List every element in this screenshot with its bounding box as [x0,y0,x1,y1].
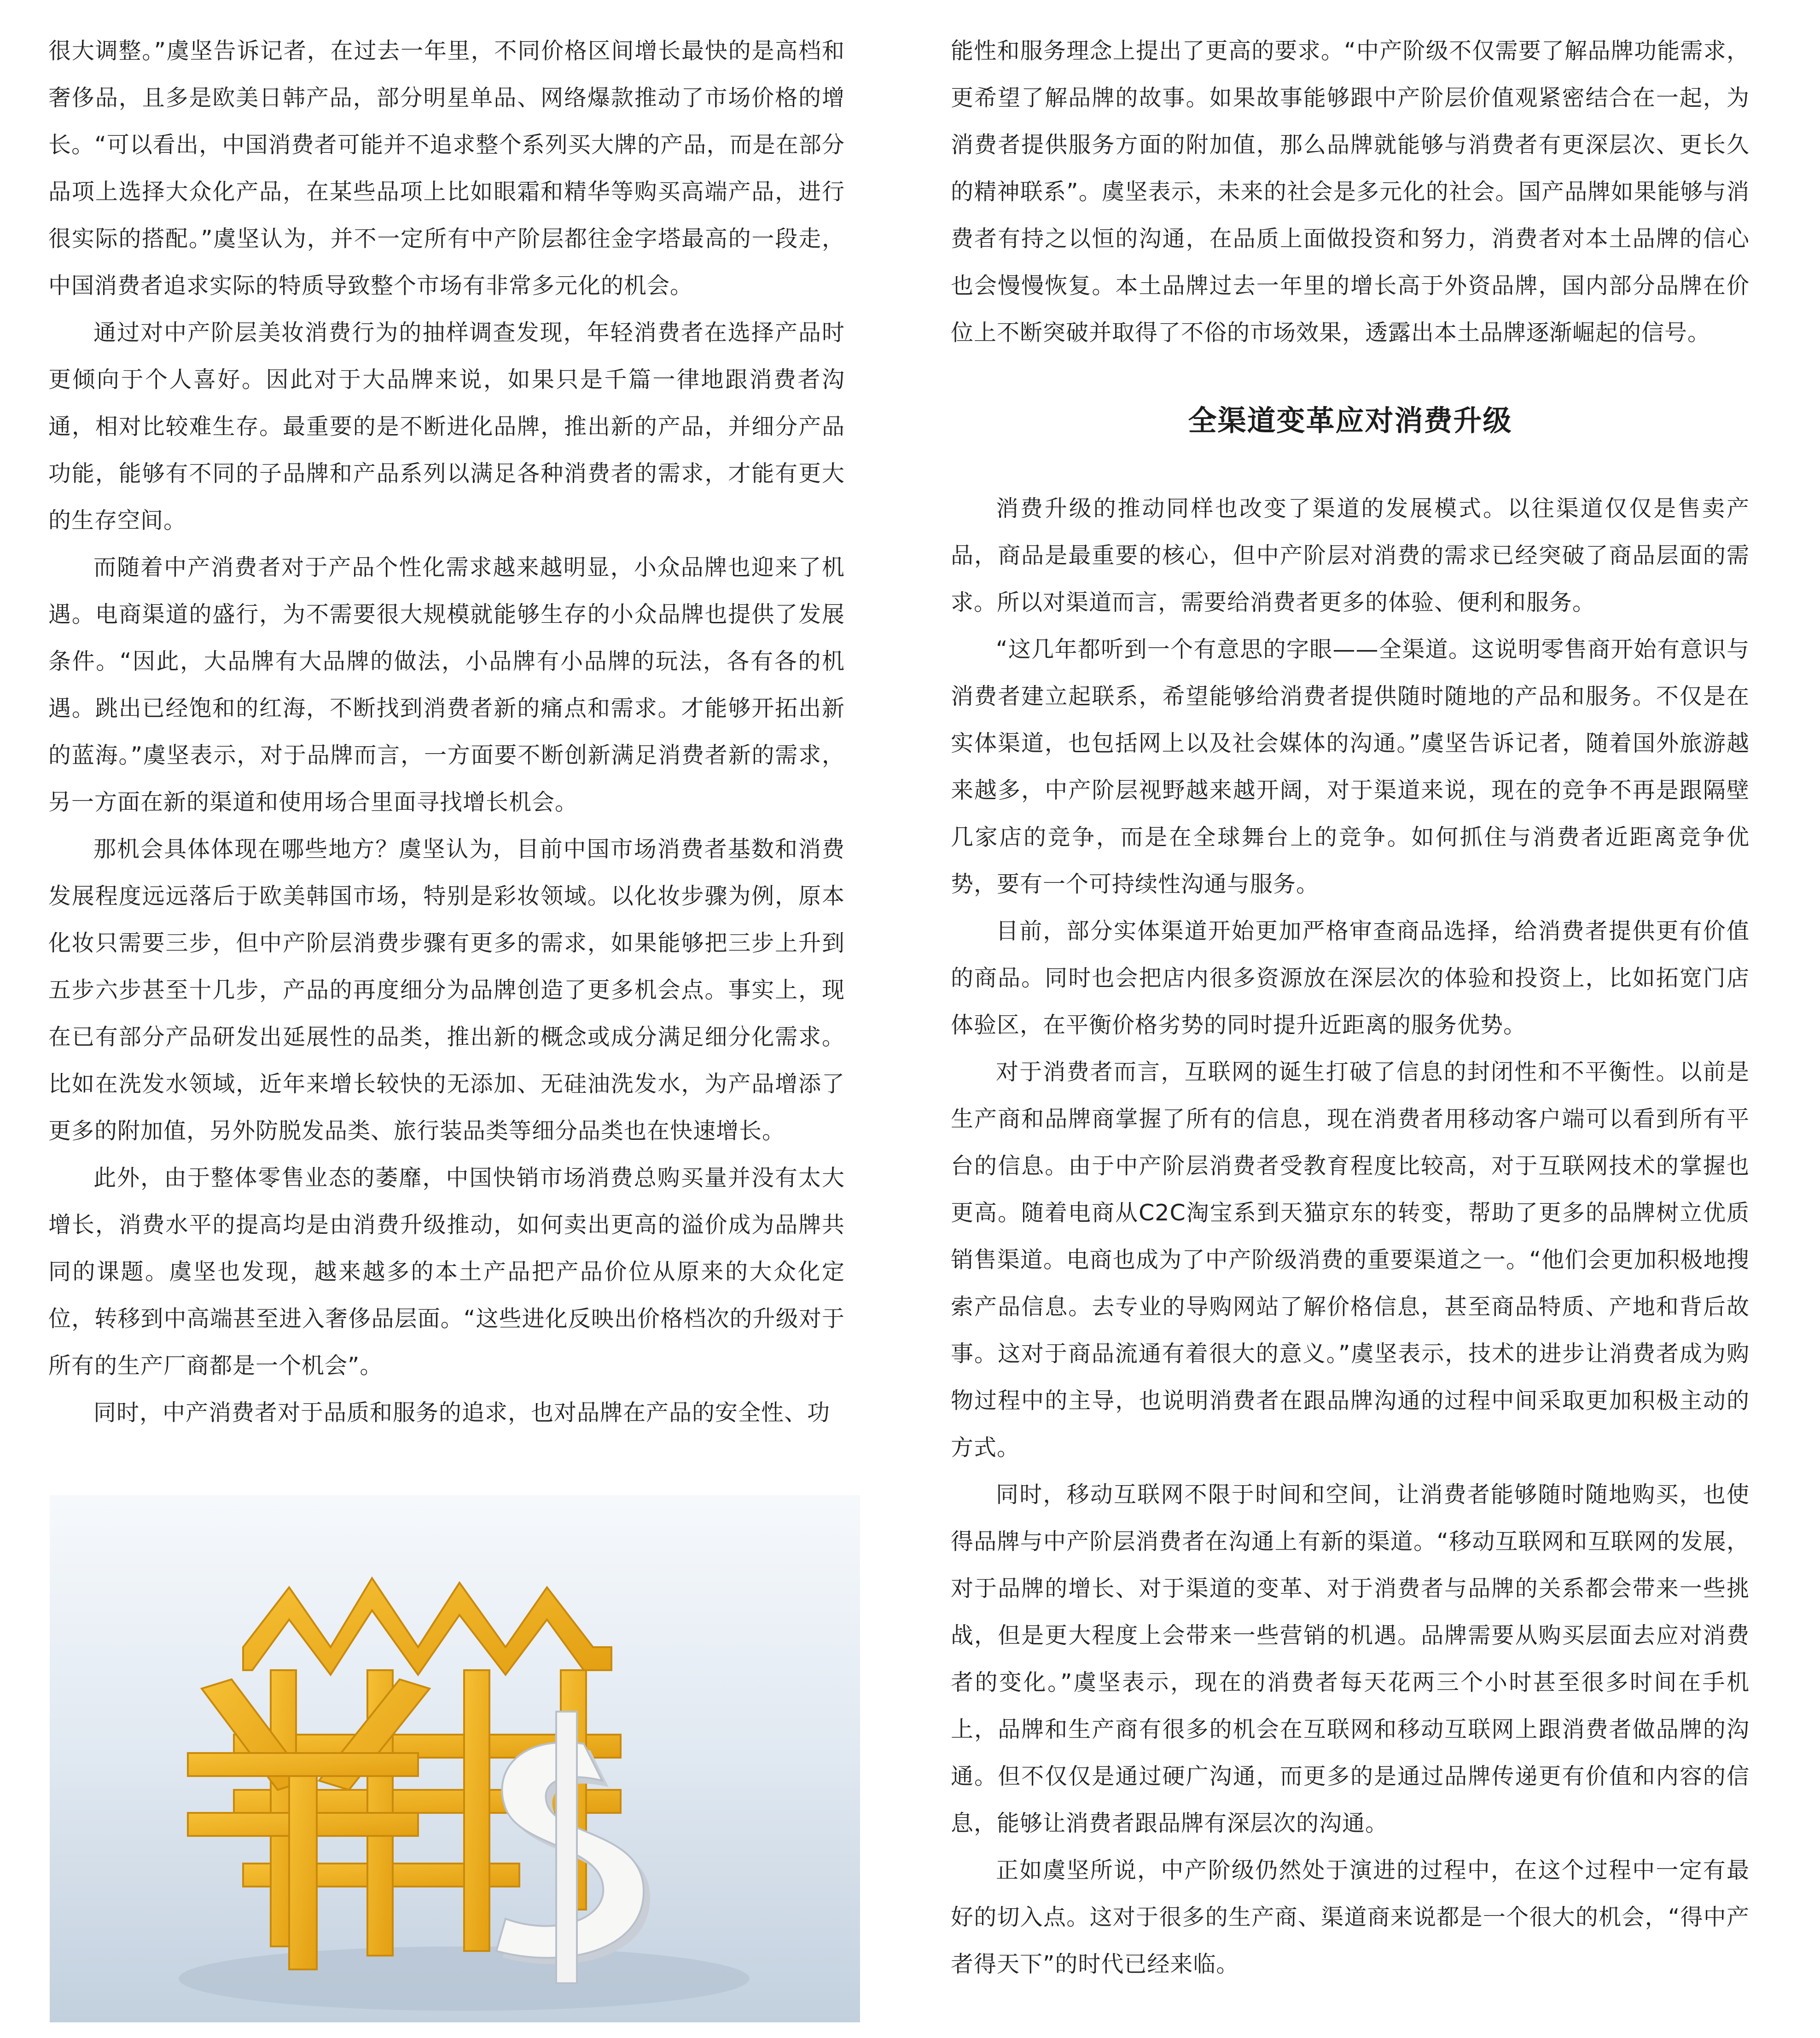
section-heading: 全渠道变革应对消费升级 [1188,404,1512,437]
currency-symbols-photo [50,1495,860,2022]
paragraph: 对于消费者而言，互联网的诞生打破了信息的封闭性和不平衡性。以前是生产商和品牌商掌握了所有的信息，现在消费者用移动客户端可以看到所有平台的信息。由于中产阶层消费者受教育程度比较高，对于互联网技术的掌握也更高。随着电商从C2C淘宝系到天猫京东的转变，帮助了更多的品牌树立优质销售渠道。电商也成为了中产阶级消费的重要渠道之一。“他们会更加积极地搜索产品信息。去专业的导购网站了解价格信息，甚至商品特质、产地和背后故事。这对于商品流通有着很大的意义。”虞坚表示，技术的进步让消费者成为购物过程中的主导，也说明消费者在跟品牌沟通的过程中间采取更加积极主动的方式。 [951,1059,1750,1461]
paragraph: 消费升级的推动同样也改变了渠道的发展模式。以往渠道仅仅是售卖产品，商品是最重要的核心，但中产阶层对消费的需求已经突破了商品层面的需求。所以对渠道而言，需要给消费者更多的体验、便利和服务。 [951,495,1750,615]
paragraph: 同时，移动互联网不限于时间和空间，让消费者能够随时随地购买，也使得品牌与中产阶层消费者在沟通上有新的渠道。“移动互联网和互联网的发展，对于品牌的增长、对于渠道的变革、对于消费者与品牌的关系都会带来一些挑战，但是更大程度上会带来一些营销的机遇。品牌需要从购买层面去应对消费者的变化。”虞坚表示，现在的消费者每天花两三个小时甚至很多时间在手机上，品牌和生产商有很多的机会在互联网和移动互联网上跟消费者做品牌的沟通。但不仅仅是通过硬广沟通，而更多的是通过品牌传递更有价值和内容的信息，能够让消费者跟品牌有深层次的沟通。 [951,1481,1750,1836]
right-text-column [951,28,1750,1988]
paragraph: 很大调整。”虞坚告诉记者，在过去一年里，不同价格区间增长最快的是高档和奢侈品，且多是欧美日韩产品，部分明星单品、网络爆款推动了市场价格的增长。“可以看出，中国消费者可能并不追求整个系列买大牌的产品，而是在部分品项上选择大众化产品，在某些品项上比如眼霜和精华等购买高端产品，进行很实际的搭配。”虞坚认为，并不一定所有中产阶层都往金字塔最高的一段走，中国消费者追求实际的特质导致整个市场有非常多元化的机会。 [48,38,845,299]
paragraph: 能性和服务理念上提出了更高的要求。“中产阶级不仅需要了解品牌功能需求，更希望了解品牌的故事。如果故事能够跟中产阶层价值观紧密结合在一起，为消费者提供服务方面的附加值，那么品牌就能够与消费者有更深层次、更长久的精神联系”。虞坚表示，未来的社会是多元化的社会。国产品牌如果能够与消费者有持之以恒的沟通，在品质上面做投资和努力，消费者对本土品牌的信心也会慢慢恢复。本土品牌过去一年里的增长高于外资品牌，国内部分品牌在价位上不断突破并取得了不俗的市场效果，透露出本土品牌逐渐崛起的信号。 [951,38,1750,346]
paragraph: 同时，中产消费者对于品质和服务的追求，也对品牌在产品的安全性、功 [93,1399,831,1426]
paragraph: 而随着中产消费者对于产品个性化需求越来越明显，小众品牌也迎来了机遇。电商渠道的盛行，为不需要很大规模就能够生存的小众品牌也提供了发展条件。“因此，大品牌有大品牌的做法，小品牌有小品牌的玩法，各有各的机遇。跳出已经饱和的红海，不断找到消费者新的痛点和需求。才能够开拓出新的蓝海。”虞坚表示，对于品牌而言，一方面要不断创新满足消费者新的需求，另一方面在新的渠道和使用场合里面寻找增长机会。 [48,554,845,815]
paragraph: 正如虞坚所说，中产阶级仍然处于演进的过程中，在这个过程中一定有最好的切入点。这对于很多的生产商、渠道商来说都是一个很大的机会，“得中产者得天下”的时代已经来临。 [951,1857,1750,1977]
paragraph: “这几年都听到一个有意思的字眼——全渠道。这说明零售商开始有意识与消费者建立起联系，希望能够给消费者提供随时随地的产品和服务。不仅是在实体渠道，也包括网上以及社会媒体的沟通。”虞坚告诉记者，随着国外旅游越来越多，中产阶层视野越来越开阔，对于渠道来说，现在的竞争不再是跟隔壁几家店的竞争，而是在全球舞台上的竞争。如何抓住与消费者近距离竞争优势，要有一个可持续性沟通与服务。 [951,636,1750,897]
yuan-dollar-paper-sculpture-image [50,1495,860,2022]
paragraph: 此外，由于整体零售业态的萎靡，中国快销市场消费总购买量并没有太大增长，消费水平的提高均是由消费升级推动，如何卖出更高的溢价成为品牌共同的课题。虞坚也发现，越来越多的本土产品把产品价位从原来的大众化定位，转移到中高端甚至进入奢侈品层面。“这些进化反映出价格档次的升级对于所有的生产厂商都是一个机会”。 [48,1165,845,1379]
paragraph: 目前，部分实体渠道开始更加严格审查商品选择，给消费者提供更有价值的商品。同时也会把店内很多资源放在深层次的体验和投资上，比如拓宽门店体验区，在平衡价格劣势的同时提升近距离的服务优势。 [951,918,1750,1038]
paragraph: 通过对中产阶层美妆消费行为的抽样调查发现，年轻消费者在选择产品时更倾向于个人喜好。因此对于大品牌来说，如果只是千篇一律地跟消费者沟通，相对比较难生存。最重要的是不断进化品牌，推出新的产品，并细分产品功能，能够有不同的子品牌和产品系列以满足各种消费者的需求，才能有更大的生存空间。 [48,319,845,534]
paragraph: 那机会具体体现在哪些地方？虞坚认为，目前中国市场消费者基数和消费发展程度远远落后于欧美韩国市场，特别是彩妆领域。以化妆步骤为例，原本化妆只需要三步，但中产阶层消费步骤有更多的需求，如果能够把三步上升到五步六步甚至十几步，产品的再度细分为品牌创造了更多机会点。事实上，现在已有部分产品研发出延展性的品类，推出新的概念或成分满足细分化需求。比如在洗发水领域，近年来增长较快的无添加、无硅油洗发水，为产品增添了更多的附加值，另外防脱发品类、旅行装品类等细分品类也在快速增长。 [48,836,845,1144]
left-text-column [48,28,845,1436]
